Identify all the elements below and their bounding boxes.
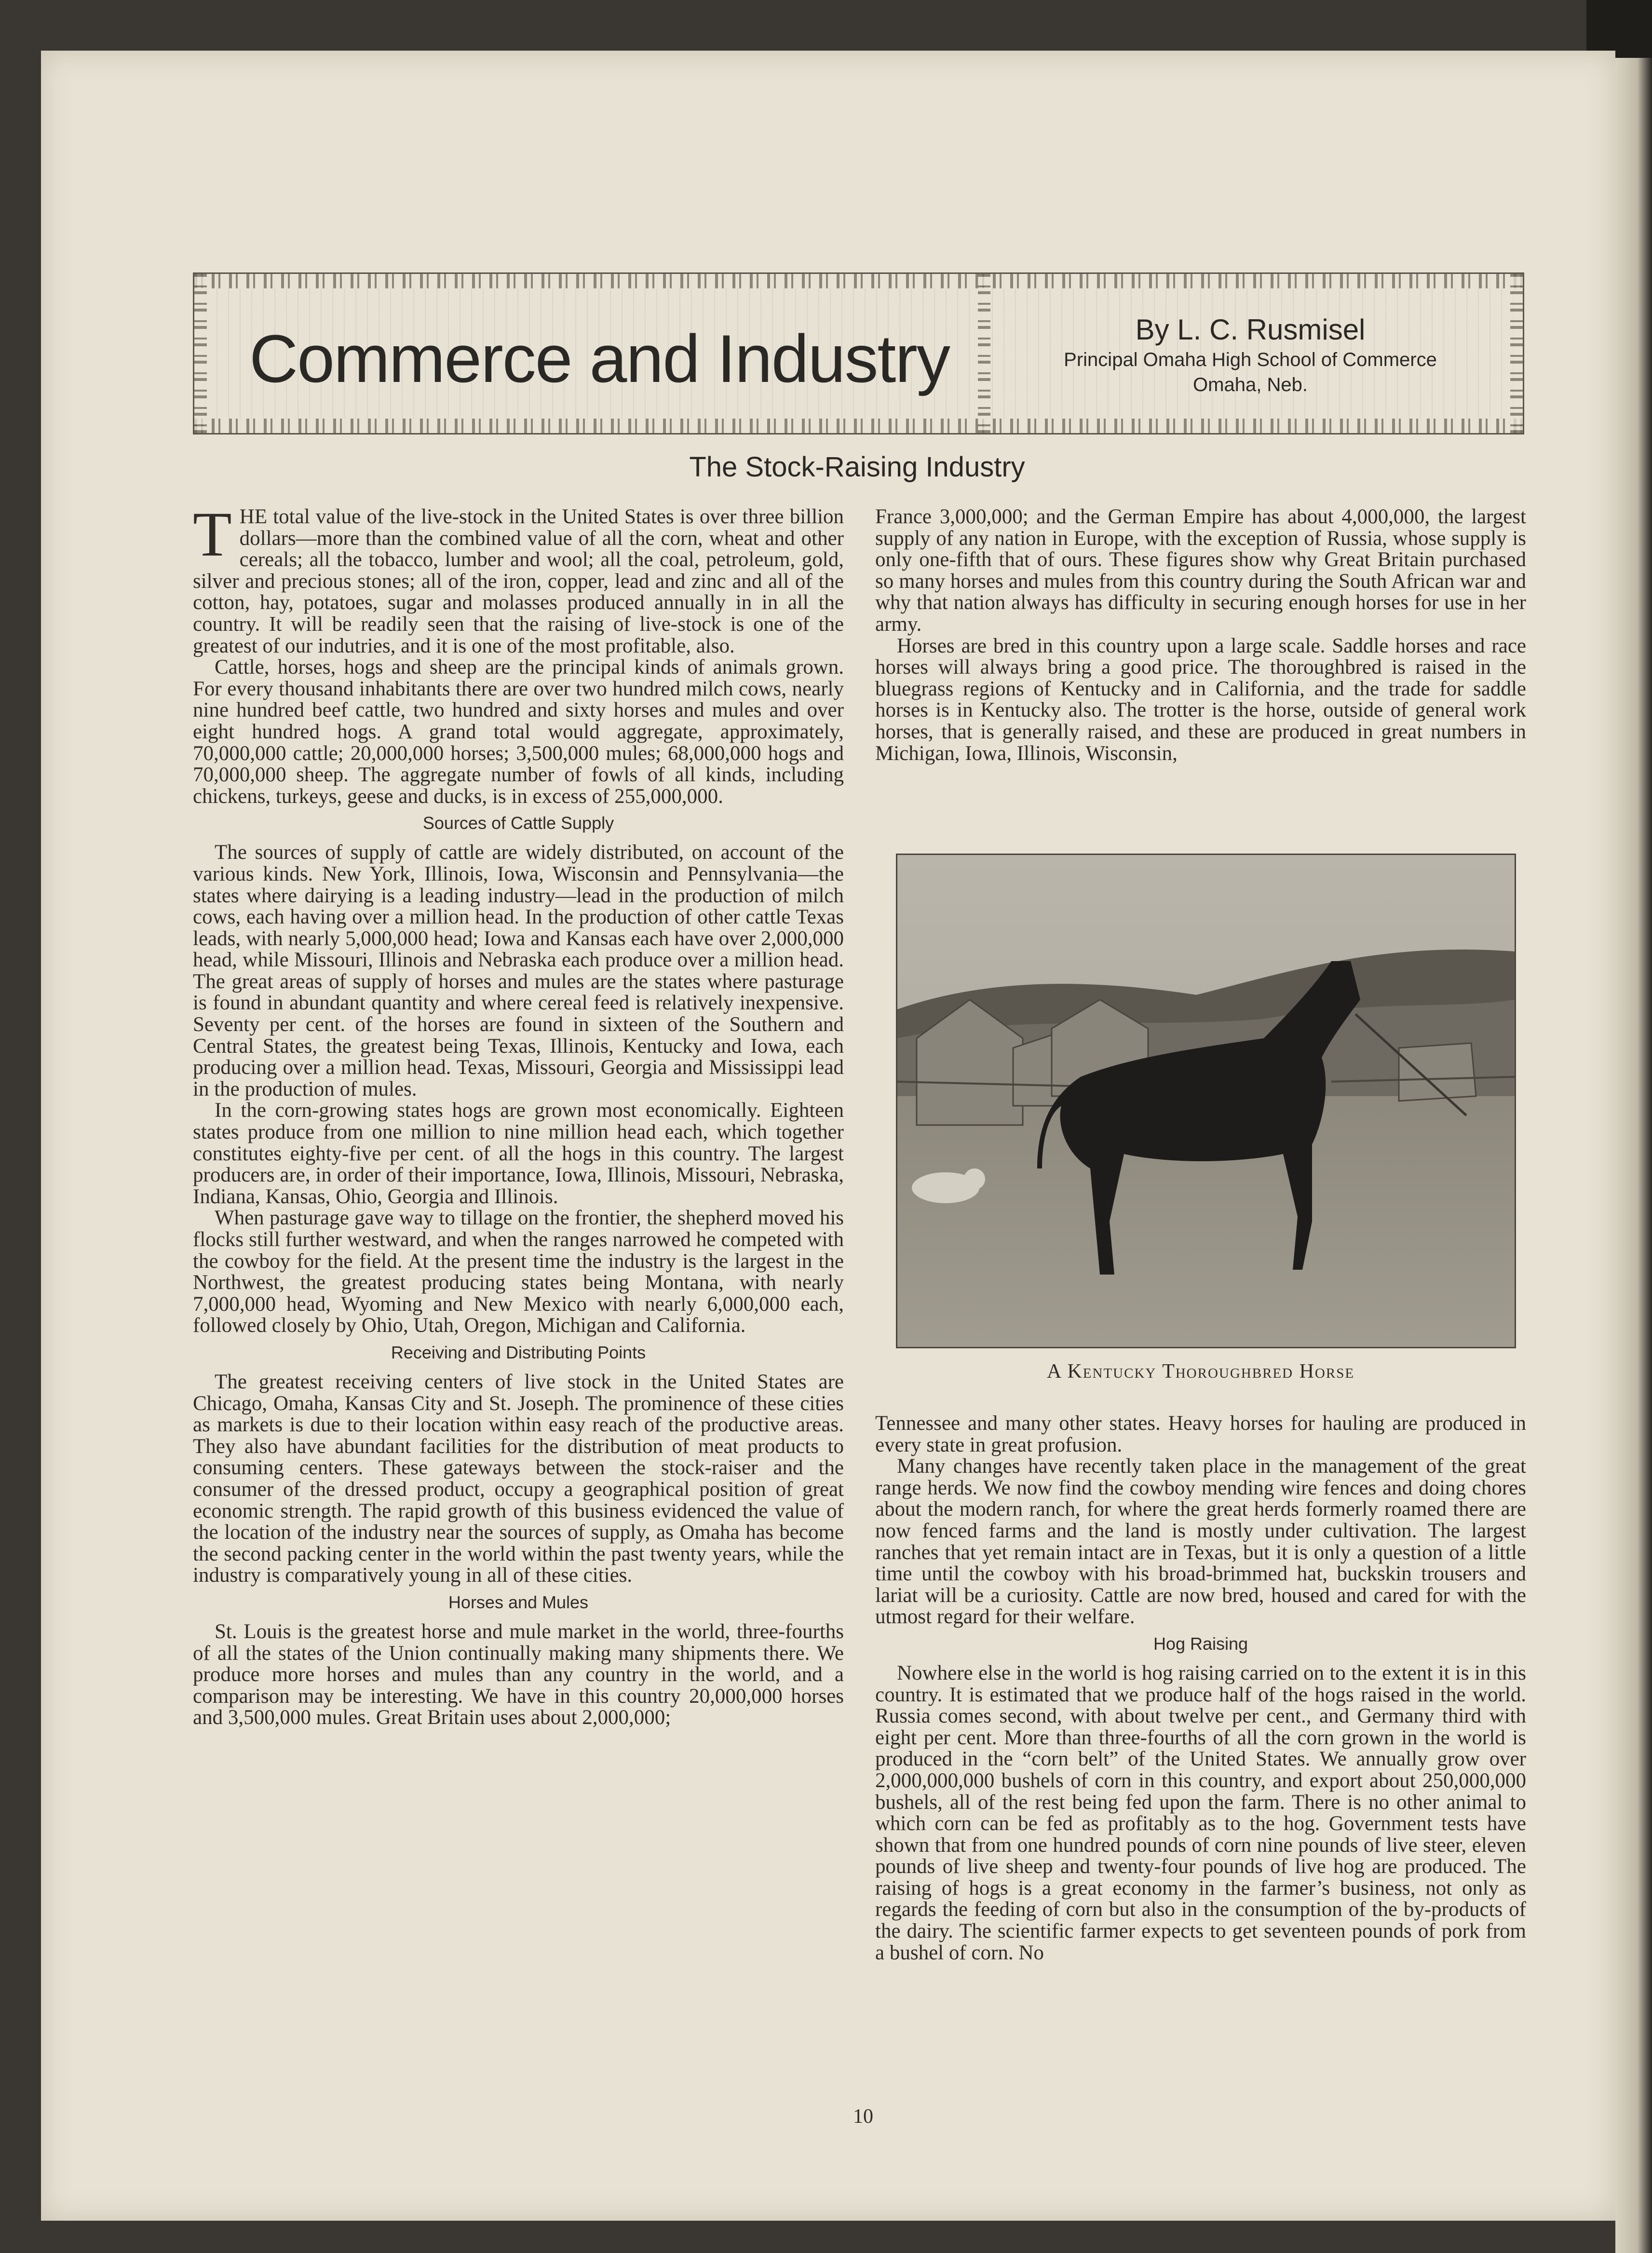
intro-text: HE total value of the live-stock in the United States is over three billion dollars—more than the combined value of all the corn, wheat and other cereals; all the tobacco, lumber and wool; all the coal, petroleum, gold, silver and precious stones; all of the iron, copper, lead and zinc and all of the cotton, hay, potatoes, sugar and molasses produced annually in in all the country. It will be readily seen that the raising of live-stock is one of the greatest of our indutries, and it is one of the most profitable, also. bbox=[193, 505, 844, 657]
banner-border-right bbox=[1510, 274, 1523, 433]
banner-border-bottom bbox=[194, 419, 1523, 433]
article-title: The Stock-Raising Industry bbox=[689, 451, 1025, 483]
intro-paragraph bbox=[193, 499, 844, 657]
subheading-horses: Horses and Mules bbox=[448, 1592, 589, 1612]
paragraph: Horses are bred in this country upon a large scale. Saddle horses and race horses will always bring a good price. The thoroughbred is raised in the bluegrass regions of Kentucky and in California, and the trade for saddle horses is in Kentucky also. The trotter is the horse, outside of general work horses, that is generally raised, and these are produced in great numbers in Michigan, Iowa, Illinois, Wisconsin, bbox=[875, 634, 1526, 765]
byline-block bbox=[995, 312, 1506, 397]
paragraph: Cattle, horses, hogs and sheep are the principal kinds of animals grown. For every thousand inhabitants there are over two hundred milch cows, nearly nine hundred beef cattle, two hundred and sixty horses and mules and over eight hundred hogs. A grand total would aggregate, approximately, 70,000,000 cattle; 20,000,000 horses; 3,500,000 mules; 68,000,000 hogs and 70,000,000 sheep. The aggregate number of fowls of all kinds, including chickens, turkeys, geese and ducks, is in excess of 255,000,000. bbox=[193, 656, 844, 808]
section-banner bbox=[193, 272, 1524, 434]
horse-photograph bbox=[896, 854, 1516, 1348]
paragraph: The sources of supply of cattle are widely distributed, on account of the various kinds. New York, Illinois, Iowa, Wisconsin and Pennsylvania—the states where dairying is a leading industry—lead in the production of milch cows, each having over a million head. In the production of other cattle Texas leads, with nearly 5,000,000 head; Iowa and Kansas each have over 2,000,000 head, while Missouri, Illinois and Nebraska each produce over a million head. The great areas of supply of horses and mules are the states where pasturage is found in abundant quantity and where cereal feed is relatively inexpensive. Seventy per cent. of the horses are found in sixteen of the Southern and Central States, the greatest being Texas, Illinois, Kentucky and Iowa, each producing over a million head. Texas, Missouri, Georgia and Mississippi lead in the production of mules. bbox=[193, 841, 844, 1100]
right-column-top bbox=[875, 506, 1526, 764]
book-spine bbox=[1615, 58, 1652, 2253]
paragraph: Nowhere else in the world is hog raising carried on to the extent it is in this country. It is estimated that we produce half of the hogs raised in the world. Russia comes second, with about twelve per cent., and Germany third with eight per cent. More than three-fourths of all the corn grown in the world is produced in the “corn belt” of the United States. We annually grow over 2,000,000,000 bushels of corn in this country, and export about 250,000,000 bushels, all of the rest being fed upon the farm. There is no other animal to which corn can be fed as profitably as to the hog. Government tests have shown that from one hundred pounds of corn nine pounds of live steer, eleven pounds of live sheep and twenty-four pounds of live hog are produced. The raising of hogs is a great economy in the farmer’s business, not only as regards the feeding of corn but also in the consumption of the by-products of the dairy. The scientific farmer expects to get seventeen pounds of pork from a bushel of corn. No bbox=[875, 1661, 1526, 1964]
banner-border-left bbox=[194, 274, 207, 433]
paragraph: When pasturage gave way to tillage on the frontier, the shepherd moved his flocks still further westward, and when the ranges narrowed he competed with the cowboy for the field. At the present time the industry is the largest in the Northwest, the greatest producing states being Montana, with nearly 7,000,000 head, Wyoming and New Mexico with nearly 6,000,000 each, followed closely by Ohio, Utah, Oregon, Michigan and California. bbox=[193, 1207, 844, 1337]
page-number: 10 bbox=[853, 2105, 873, 2128]
paragraph: The greatest receiving centers of live stock in the United States are Chicago, Omaha, Kansas City and St. Joseph. The prominence of these cities as markets is due to their location within easy reach of the productive areas. They also have abundant facilities for the distribution of meat products to consuming centers. These gateways between the stock-raiser and the consumer of the dressed product, occupy a geographical position of great economic strength. The rapid growth of this business evidenced the value of the location of the industry near the sources of supply, as Omaha has become the second packing center in the world within the past twenty years, while the industry is comparatively young in all of these cities. bbox=[193, 1370, 844, 1587]
paragraph: Many changes have recently taken place in the management of the great range herds. We now find the cowboy mending wire fences and doing chores about the modern ranch, for where the great herds formerly roamed there are now fenced farms and the land is mostly under cultivation. The largest ranches that yet remain intact are in Texas, but it is only a question of a little time until the cowboy with his broad-brimmed hat, buckskin trousers and lariat will be a curiosity. Cattle are now bred, housed and cared for with the utmost regard for their welfare. bbox=[875, 1455, 1526, 1629]
author-location: Omaha, Neb. bbox=[1193, 374, 1308, 395]
banner-border-top bbox=[194, 274, 1523, 288]
paragraph: In the corn-growing states hogs are grown most economically. Eighteen states produce from one million to nine million head each, which together constitutes eighty-five per cent. of all the hogs in this country. The largest producers are, in order of their importance, Iowa, Illinois, Missouri, Nebraska, Indiana, Kansas, Ohio, Georgia and Illinois. bbox=[193, 1099, 844, 1208]
section-title: Commerce and Industry bbox=[249, 321, 949, 396]
paragraph: St. Louis is the greatest horse and mule market in the world, three-fourths of all the states of the Union continually making many shipments there. We produce more horses and mules than any country in the world, and a comparison may be interesting. We have in this country 20,000,000 horses and 3,500,000 mules. Great Britain uses about 2,000,000; bbox=[193, 1620, 844, 1729]
author-byline: By L. C. Rusmisel bbox=[1135, 313, 1366, 346]
bleed-through-script bbox=[530, 169, 1447, 260]
photo-caption: A Kentucky Thoroughbred Horse bbox=[1046, 1360, 1355, 1383]
left-column bbox=[193, 499, 844, 1729]
paragraph: Tennessee and many other states. Heavy horses for hauling are produced in every state in great profusion. bbox=[875, 1412, 1526, 1456]
subheading-hog: Hog Raising bbox=[1153, 1633, 1248, 1654]
right-column-bottom bbox=[875, 1413, 1526, 1964]
drop-cap: T bbox=[193, 499, 232, 570]
banner-divider bbox=[978, 274, 990, 433]
paragraph: France 3,000,000; and the German Empire has about 4,000,000, the largest supply of any nation in Europe, with the exception of Russia, whose supply is only one-fifth that of ours. These figures show why Great Britain purchased so many horses and mules from this country during the South African war and why that nation always has difficulty in securing enough horses for use in her army. bbox=[875, 505, 1526, 636]
subheading-receiving: Receiving and Distributing Points bbox=[391, 1342, 646, 1362]
author-title: Principal Omaha High School of Commerce bbox=[1064, 349, 1437, 370]
horse-photo-image bbox=[897, 855, 1515, 1347]
subheading-cattle: Sources of Cattle Supply bbox=[422, 813, 614, 833]
